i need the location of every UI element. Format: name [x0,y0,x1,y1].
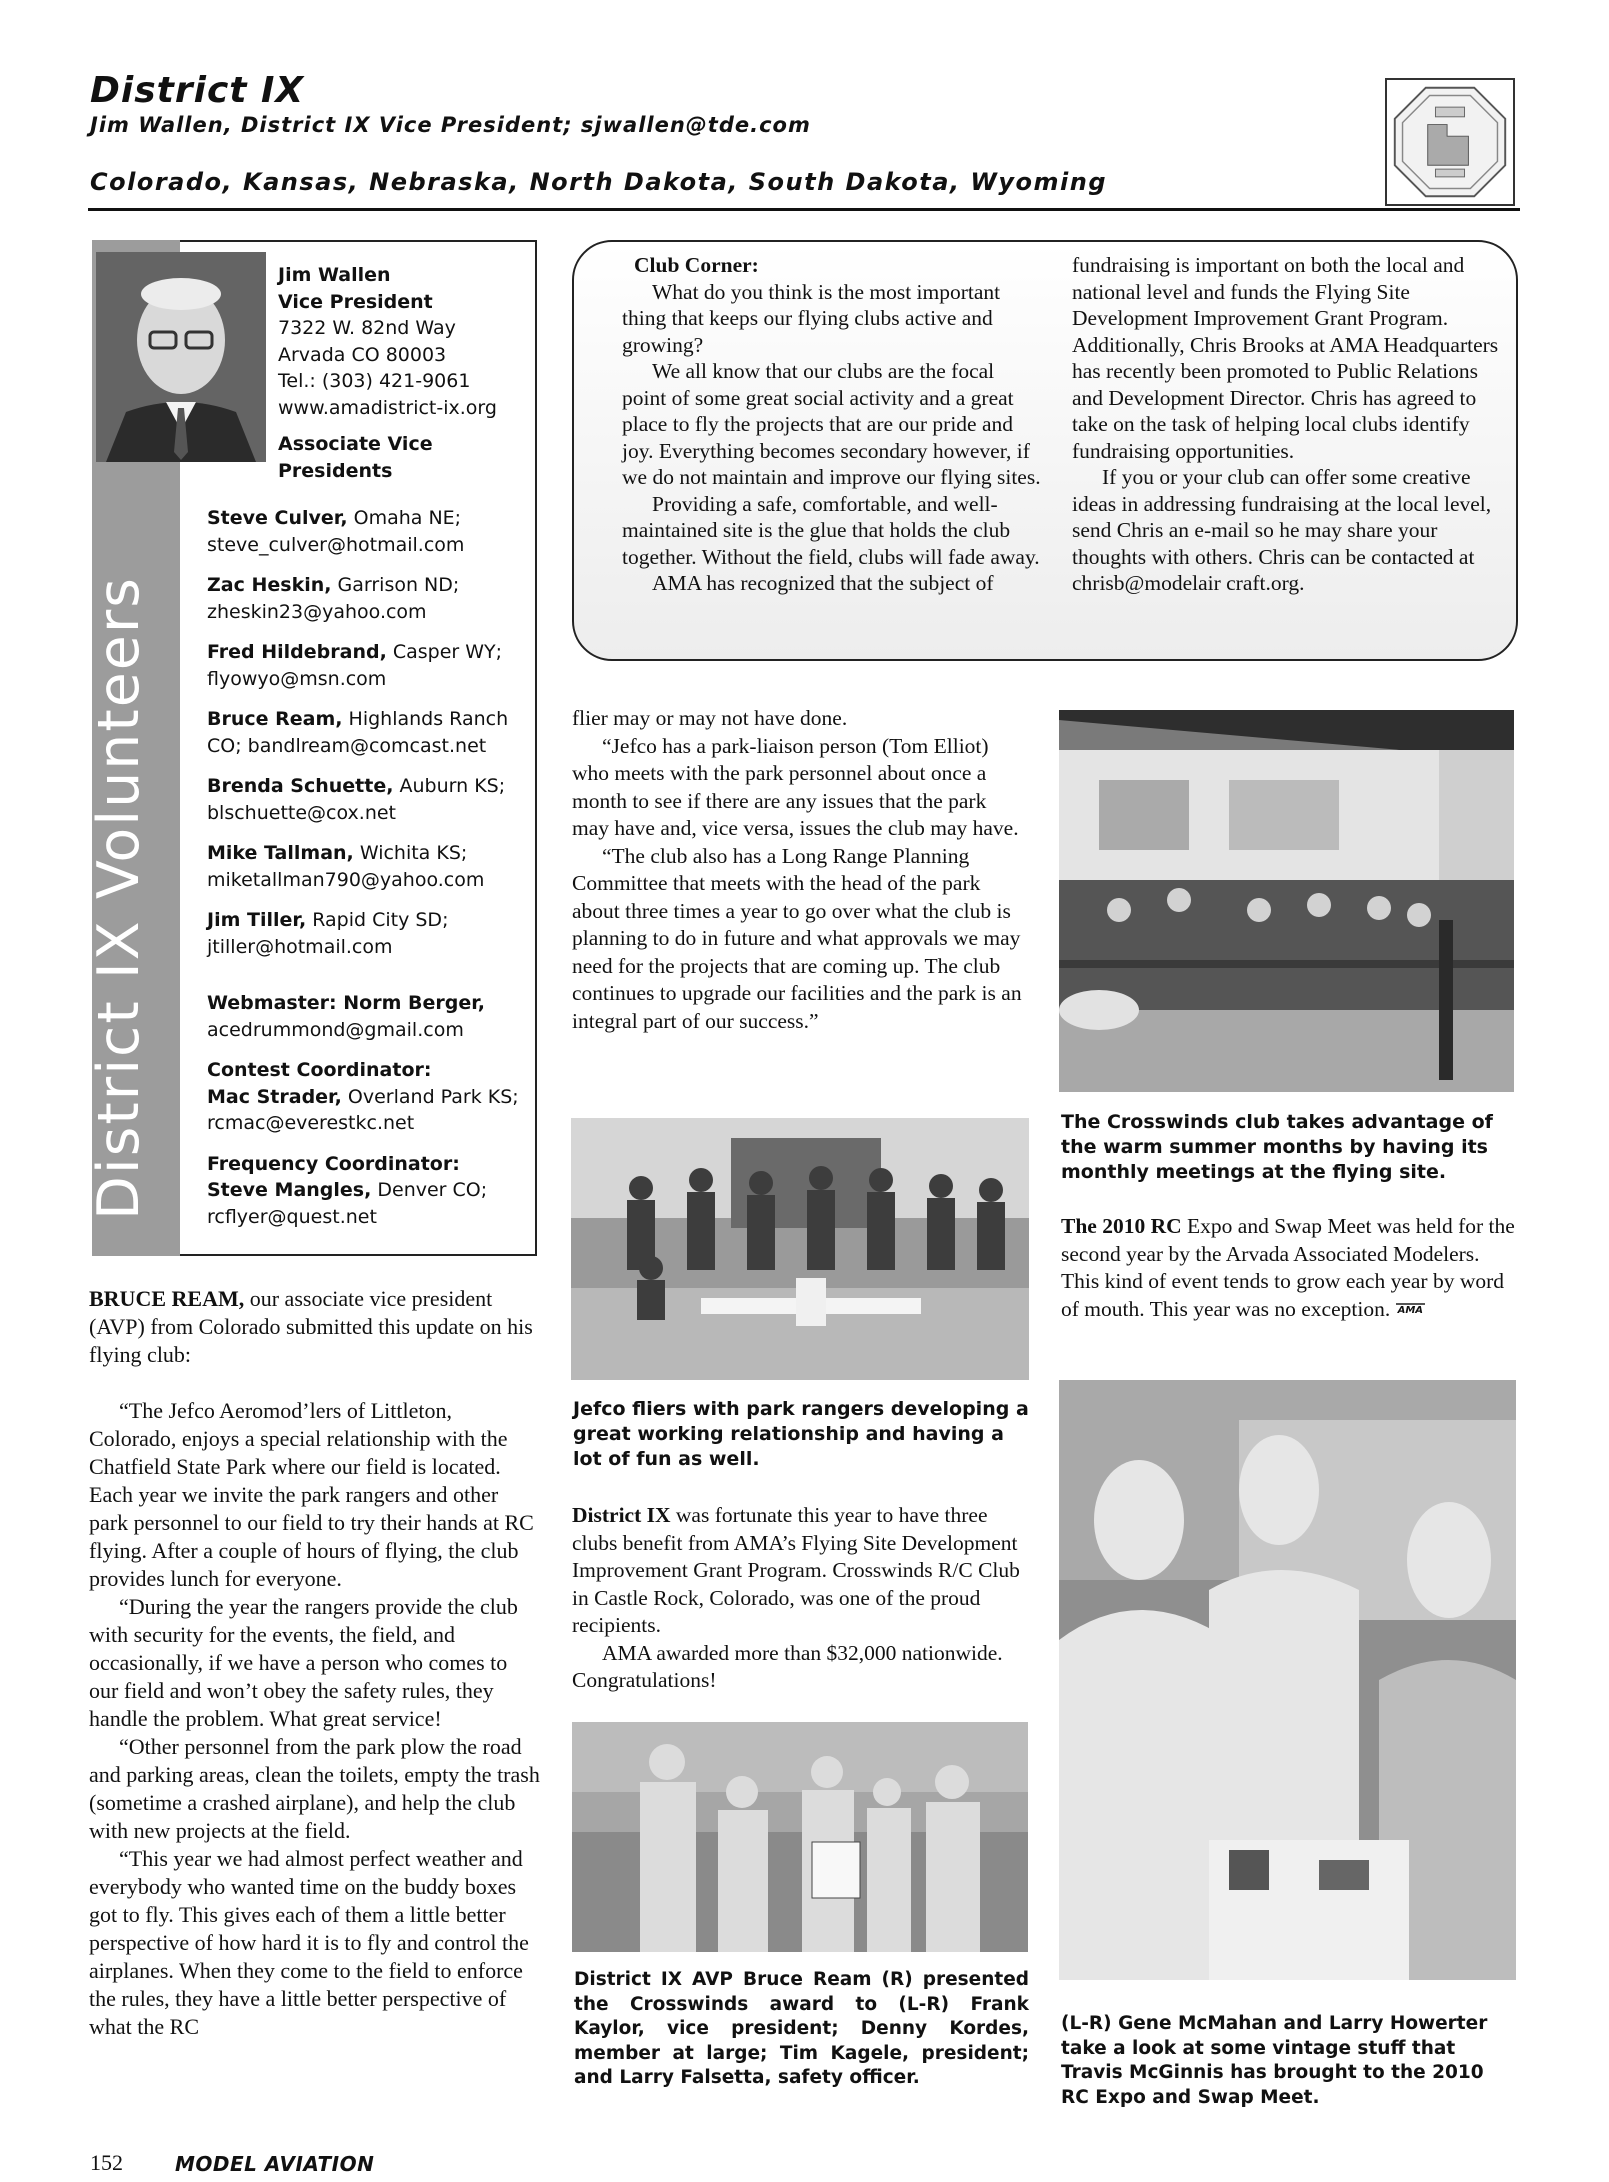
avp-list [207,505,519,1244]
vp-address1: 7322 W. 82nd Way [278,317,456,339]
district-logo-icon [1387,80,1513,204]
frequency-name: Steve Mangles, [207,1179,372,1201]
avp-location: Omaha NE; [347,507,462,529]
webmaster-entry [207,990,519,1043]
vp-phone: Tel.: (303) 421-9061 [278,370,471,392]
crosswinds-meeting-photo [1059,710,1514,1092]
expo-photo-caption: (L-R) Gene McMahan and Larry Howerter take a look at some vintage stuff that Travis McGinnis has brought to the 2010 RC Expo and Swap Meet. [1061,2013,1488,2108]
article-paragraph: “Other personnel from the park plow the road and parking areas, clean the toilets, empty the trash (sometime a crashed airplane), and help the club with new projects at the field. [89,1734,540,1843]
avp-entry [207,572,519,625]
crosswinds-award-photo [572,1722,1028,1952]
avp-location: Auburn KS; [393,775,506,797]
grant-paragraph [572,1502,1028,1640]
frequency-label: Frequency Coordinator: [207,1152,460,1175]
avp-entry [207,505,519,558]
contest-location: Overland Park KS; [341,1085,519,1108]
vp-contact [278,262,497,484]
avp-name: Brenda Schuette, [207,775,394,797]
expo-article [1061,1213,1516,1323]
article-paragraph: “The club also has a Long Range Planning Committee that meets with the head of the park about three times a year to go over what the club is planning to do in future and what approvals we may need for the projects that are coming up. The club continues to upgrade our facilities and the park is an integral part of our success.” [572,843,1022,1033]
club-paragraph: Providing a safe, comfortable, and well-maintained site is the glue that holds the club together. Without the field, clubs will fade away. [622,491,1040,569]
club-paragraph: We all know that our clubs are the focal point of some great social activity and a great place to fly the projects that are our pride and joy. Everything becomes secondary however, if we do not maintain and improve our flying sites. [622,359,1041,489]
avp-name: Mike Tallman, [207,842,354,864]
article-paragraph: flier may or may not have done. [572,706,848,730]
avp-email[interactable]: zheskin23@yahoo.com [207,600,427,623]
contest-name: Mac Strader, [207,1085,342,1108]
avp-location: Rapid City SD; [306,909,449,931]
crosswinds-photo-caption: The Crosswinds club takes advantage of the warm summer months by having its monthly meetings at the flying site. [1061,1111,1493,1183]
award-photo-caption: District IX AVP Bruce Ream (R) presented the Crosswinds award to (L-R) Frank Kaylor, vice president; Denny Kordes, member at large; Tim Kagele, president; and Larry Falsetta, safety officer. [574,1969,1029,2088]
middle-article [572,705,1028,1035]
avp-entry [207,840,519,893]
left-article [89,1285,541,2041]
avp-heading-line1: Associate Vice [278,433,433,455]
webmaster-label: Webmaster: Norm Berger, [207,992,486,1014]
lead-text: our associate vice president (AVP) from Colorado submitted this update on his flying club: [89,1286,533,1367]
club-paragraph: fundraising is important on both the local and national level and funds the Flying Site Development Improvement Grant Program. Additionally, Chris Brooks at AMA Headquarters has recently been promoted to Public Relations and Development Director. Chris has agreed to take on the task of helping local clubs identify fundraising opportunities. [1072,253,1499,463]
avp-email[interactable]: blschuette@cox.net [207,801,396,824]
club-corner-heading: Club Corner: [634,253,759,277]
vp-address2: Arvada CO 80003 [278,343,447,366]
avp-entry [207,773,519,826]
vp-website[interactable]: www.amadistrict-ix.org [278,396,497,419]
vp-portrait-photo [96,252,266,462]
club-paragraph: AMA has recognized that the subject of [652,571,994,595]
header-rule [88,208,1520,211]
ama-end-mark-icon: AMA [1397,1304,1424,1316]
page-number: 152 [90,2150,123,2175]
frequency-location: Denver CO; [371,1179,488,1201]
frequency-entry [207,1151,519,1231]
expo-photo [1059,1380,1516,1980]
article-paragraph: “The Jefco Aeromod’lers of Littleton, Colorado, enjoys a special relationship with the Chatfield State Park where our field is located. Each year we invite the park rangers and other park personnel to our field to try their hands at RC flying. After a couple of hours of flying, the club provides lunch for everyone. [89,1398,534,1591]
avp-location: Highlands Ranch [342,708,509,730]
grant-lead: District IX [572,1503,671,1527]
lead-name: BRUCE REAM, [89,1286,245,1311]
grant-paragraph-2: AMA awarded more than $32,000 nationwide. Congratulations! [572,1640,1003,1692]
avp-entry [207,706,519,759]
avp-name: Fred Hildebrand, [207,641,387,663]
expo-text: Expo and Swap Meet was held for the second year by the Arvada Associated Modelers. This kind of event tends to grow each year by word of mouth. This year was no exception. [1061,1214,1515,1321]
page-title: District IX [90,70,305,111]
contest-email[interactable]: rcmac@everestkc.net [207,1112,415,1134]
avp-name: Zac Heskin, [207,574,332,596]
vp-role: Vice President [278,290,433,313]
grant-text: was fortunate this year to have three clubs benefit from AMA’s Flying Site Development Improvement Grant Program. Crosswinds R/C Club in Castle Rock, Colorado, was one of the proud recipients. [572,1503,1020,1637]
avp-location: Garrison ND; [331,574,460,596]
avp-name: Bruce Ream, [207,708,343,730]
expo-paragraph [1061,1213,1516,1323]
jefco-group-photo [571,1118,1029,1380]
frequency-email[interactable]: rcflyer@quest.net [207,1205,377,1228]
avp-email[interactable]: steve_culver@hotmail.com [207,533,465,556]
magazine-name: MODEL AVIATION [175,2152,375,2176]
webmaster-email[interactable]: acedrummond@gmail.com [207,1018,464,1041]
page-subtitle: Jim Wallen, District IX Vice President; sjwallen@tde.com [90,113,811,137]
avp-name: Jim Tiller, [207,909,307,931]
avp-location: Casper WY; [386,641,503,663]
club-paragraph: If you or your club can offer some creative ideas in addressing fundraising at the local level, send Chris an e-mail so he may share your thoughts with others. Chris can be contacted at chrisb@modelair craft.org. [1072,465,1492,595]
avp-name: Steve Culver, [207,507,348,529]
club-corner-col1 [622,252,1042,597]
contest-entry [207,1057,519,1137]
volunteers-band-title: District IX Volunteers [86,576,152,1220]
jefco-photo-caption: Jefco fliers with park rangers developing a great working relationship and having a lot of fun as well. [573,1398,1029,1470]
contest-label: Contest Coordinator: [207,1059,432,1081]
club-paragraph: What do you think is the most important thing that keeps our flying clubs active and growing? [622,279,1001,357]
avp-entry [207,639,519,692]
article-paragraph: “This year we had almost perfect weather and everybody who wanted time on the buddy boxes got to fly. This gives each of them a little better perspective of how hard it is to fly and control the airplanes. When they come to the field to enforce the rules, they have a little better perspective of what the RC [89,1846,529,2039]
avp-entry [207,907,519,960]
article-paragraph: “During the year the rangers provide the club with security for the events, the field, and occasionally, if we have a person who comes to our field and won’t obey the safety rules, they handle the problem. What great service! [89,1594,518,1731]
avp-email[interactable]: CO; bandlream@comcast.net [207,734,487,757]
avp-heading-line2: Presidents [278,459,393,482]
avp-email[interactable]: flyowyo@msn.com [207,667,387,690]
article-paragraph: “Jefco has a park-liaison person (Tom Elliot) who meets with the park personnel about once a month to see if there are any issues that the park may have and, vice versa, issues the club may have. [572,733,1019,840]
avp-location: Wichita KS; [353,842,468,864]
lead-paragraph [89,1285,541,1369]
grant-article [572,1502,1028,1695]
expo-lead: The 2010 RC [1061,1214,1182,1238]
avp-email[interactable]: jtiller@hotmail.com [207,935,393,958]
vp-name: Jim Wallen [278,264,391,286]
avp-email[interactable]: miketallman790@yahoo.com [207,868,485,891]
club-corner-col2 [1072,252,1502,597]
district-states: Colorado, Kansas, Nebraska, North Dakota, South Dakota, Wyoming [90,168,1107,196]
district-logo [1385,78,1515,206]
